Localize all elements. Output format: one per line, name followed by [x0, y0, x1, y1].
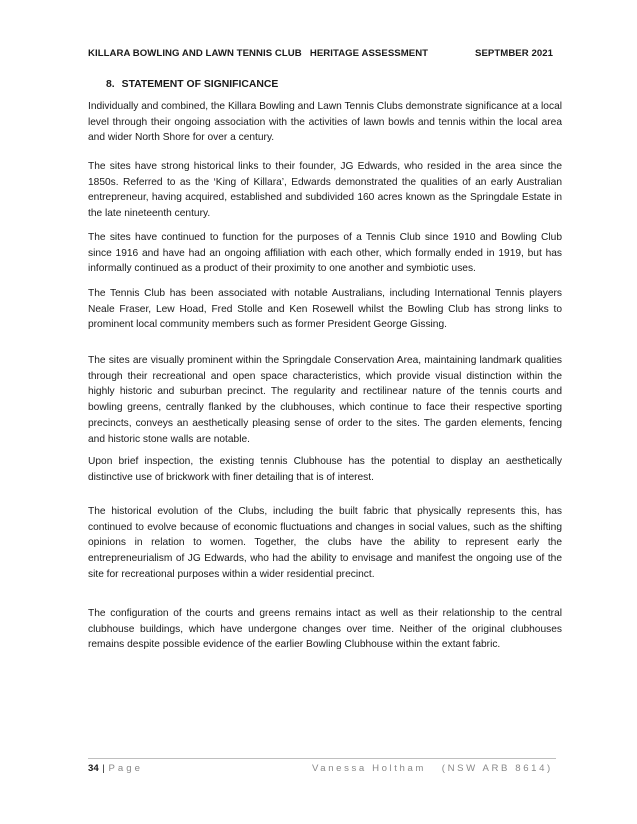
paragraph-5: The sites are visually prominent within the Springdale Conservation Area, maintaining landmark qualities through their recreational and open space characteristics, which provide visual distinction within the highly historic and suburban precinct. The regularity and rectilinear nature of the tennis courts and bowling greens, centrally flanked by the clubhouses, which continue to face their respective sporting precincts, conveys an aesthetically pleasing sense of order to the sites. The garden elements, fencing and historic stone walls are notable.	[88, 355, 562, 445]
footer-divider	[88, 758, 556, 759]
header-title: KILLARA BOWLING AND LAWN TENNIS CLUB HERITAGE ASSESSMENT	[88, 48, 429, 59]
page-separator: |	[102, 763, 105, 774]
section-title: STATEMENT OF SIGNIFICANCE	[121, 79, 279, 90]
paragraph-1: Individually and combined, the Killara Bowling and Lawn Tennis Clubs demonstrate significance at a local level through their ongoing association with the activities of lawn bowls and tennis within the local area and wider North Shore for over a century.	[88, 101, 562, 144]
header-date: SEPTMBER 2021	[475, 48, 553, 59]
page-footer	[88, 763, 556, 774]
paragraph-4: The Tennis Club has been associated with notable Australians, including International Tennis players Neale Fraser, Lew Hoad, Fred Stolle and Ken Rosewell whilst the Bowling Club has strong links to prominent local community members such as former President George Gissing.	[88, 288, 562, 331]
footer-author: Vanessa Holtham (NSW ARB 8614)	[312, 763, 553, 774]
paragraph-3: The sites have continued to function for the purposes of a Tennis Club since 1910 and Bowling Club since 1916 and have had an ongoing affiliation with each other, which formally ended in 1919, but has informally continued as a product of their proximity to one another and symbiotic uses.	[88, 232, 562, 275]
page-number: 34	[88, 763, 99, 774]
section-heading	[106, 79, 278, 90]
paragraph-2: The sites have strong historical links to their founder, JG Edwards, who resided in the area since the 1850s. Referred to as the ‘King of Killara’, Edwards demonstrated the qualities of an early Australian entrepreneur, having acquired, established and subdivided 160 acres known as the Springdale Estate in the late nineteenth century.	[88, 161, 562, 220]
paragraph-6: Upon brief inspection, the existing tennis Clubhouse has the potential to display an aesthetically distinctive use of brickwork with finer detailing that is of interest.	[88, 456, 562, 483]
paragraph-8: The configuration of the courts and greens remains intact as well as their relationship to the central clubhouse buildings, which have undergone changes over time. Neither of the original clubhouses remains despite possible evidence of the earlier Bowling Clubhouse within the extant fabric.	[88, 608, 562, 651]
paragraph-7: The historical evolution of the Clubs, including the built fabric that physically represents this, has continued to evolve because of economic fluctuations and changes in social values, such as the shifting opinions in relation to women. Together, the clubs have the ability to represent early the entrepreneurialism of JG Edwards, who had the ability to envisage and manifest the ongoing use of the site for recreational purposes within a wider residential precinct.	[88, 506, 562, 580]
page-header	[88, 48, 553, 59]
section-number: 8.	[106, 79, 115, 90]
page-label: Page	[108, 763, 143, 774]
